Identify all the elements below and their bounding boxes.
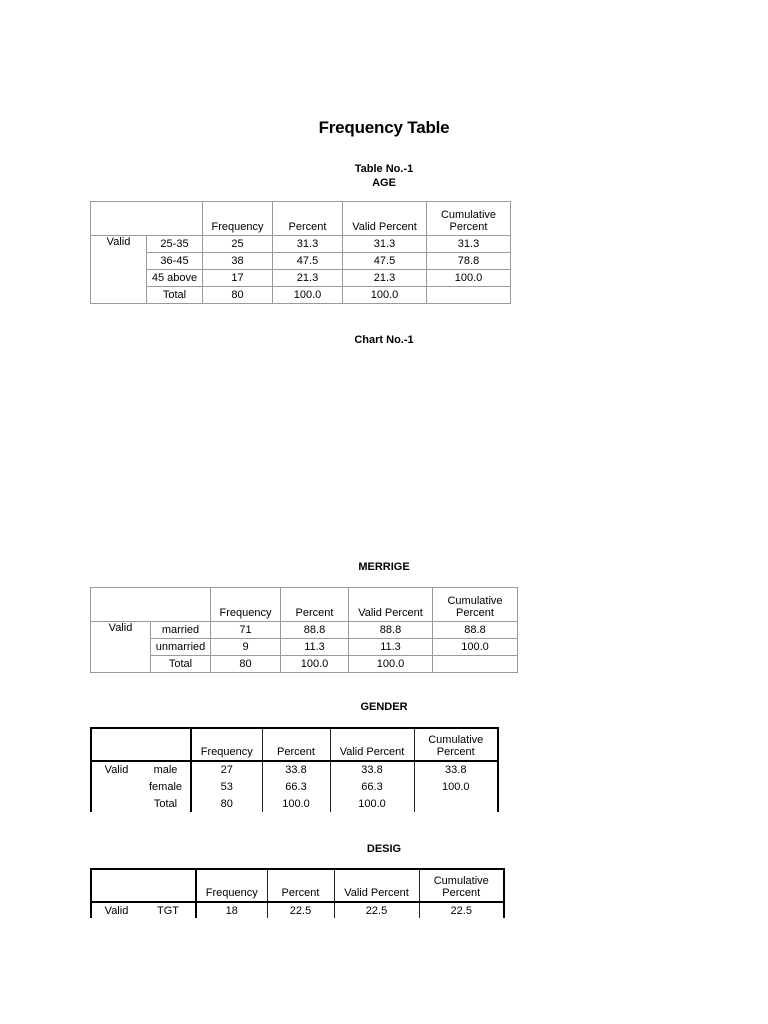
cumulative-cell: [433, 656, 518, 673]
valid-percent-cell: 100.0: [343, 287, 427, 304]
cumulative-cell: 31.3: [427, 236, 511, 253]
valid-spacer: [91, 639, 151, 656]
table-row: [91, 236, 511, 253]
cumulative-cell: 33.8: [414, 761, 498, 778]
valid-percent-cell: 100.0: [330, 795, 414, 812]
header-blank: [91, 728, 141, 761]
valid-percent-cell: 33.8: [330, 761, 414, 778]
header-cumulative-line1: Cumulative: [428, 734, 484, 746]
row-label: male: [141, 761, 191, 778]
frequency-cell: 53: [191, 778, 262, 795]
percent-cell: 22.5: [267, 902, 334, 918]
header-frequency: Frequency: [191, 728, 262, 761]
row-label: Total: [141, 795, 191, 812]
frequency-cell: 80: [211, 656, 281, 673]
table-row: [91, 795, 498, 812]
cumulative-cell: 100.0: [414, 778, 498, 795]
cumulative-cell: 100.0: [433, 639, 518, 656]
table-row: [91, 639, 518, 656]
percent-cell: 100.0: [281, 656, 349, 673]
header-valid-percent: Valid Percent: [330, 728, 414, 761]
desig-frequency-table: [90, 868, 505, 918]
percent-cell: 31.3: [273, 236, 343, 253]
frequency-cell: 9: [211, 639, 281, 656]
valid-spacer: [91, 795, 141, 812]
header-cumulative-line2: Percent: [449, 221, 488, 233]
header-valid-percent: Valid Percent: [349, 588, 433, 622]
valid-spacer: [91, 656, 151, 673]
frequency-cell: 25: [203, 236, 273, 253]
gender-table-title: GENDER: [360, 701, 408, 713]
merrige-frequency-table: [90, 587, 518, 673]
valid-percent-cell: 88.8: [349, 622, 433, 639]
valid-label: Valid: [91, 622, 151, 639]
table-row: [91, 287, 511, 304]
row-label: 25-35: [147, 236, 203, 253]
merrige-table-title: MERRIGE: [358, 561, 410, 573]
valid-percent-cell: 22.5: [334, 902, 419, 918]
header-blank: [151, 588, 211, 622]
percent-cell: 47.5: [273, 253, 343, 270]
table-header-row: [91, 869, 504, 902]
cumulative-cell: 22.5: [419, 902, 504, 918]
header-frequency: Frequency: [211, 588, 281, 622]
row-label: 36-45: [147, 253, 203, 270]
percent-cell: 88.8: [281, 622, 349, 639]
header-blank: [141, 869, 196, 902]
row-label: 45 above: [147, 270, 203, 287]
percent-cell: 100.0: [262, 795, 330, 812]
frequency-cell: 38: [203, 253, 273, 270]
percent-cell: 66.3: [262, 778, 330, 795]
table-row: [91, 761, 498, 778]
table-header-row: [91, 202, 511, 236]
header-blank: [91, 588, 151, 622]
cumulative-cell: 78.8: [427, 253, 511, 270]
frequency-cell: 80: [191, 795, 262, 812]
valid-label: Valid: [91, 902, 141, 918]
table-row: [91, 253, 511, 270]
header-cumulative-percent: [433, 588, 518, 622]
frequency-cell: 18: [196, 902, 267, 918]
valid-spacer: [91, 778, 141, 795]
age-frequency-table: [90, 201, 511, 304]
header-valid-percent: Valid Percent: [343, 202, 427, 236]
valid-label: Valid: [91, 761, 141, 778]
header-blank: [147, 202, 203, 236]
table-number-label: Table No.-1: [354, 163, 414, 175]
cumulative-cell: [427, 287, 511, 304]
header-frequency: Frequency: [203, 202, 273, 236]
table-row: [91, 656, 518, 673]
header-blank: [91, 202, 147, 236]
percent-cell: 11.3: [281, 639, 349, 656]
valid-label: Valid: [91, 236, 147, 253]
header-valid-percent: Valid Percent: [334, 869, 419, 902]
row-label: married: [151, 622, 211, 639]
page-title: Frequency Table: [318, 118, 450, 137]
valid-spacer: [91, 253, 147, 270]
table-row: [91, 778, 498, 795]
header-frequency: Frequency: [196, 869, 267, 902]
valid-percent-cell: 100.0: [349, 656, 433, 673]
percent-cell: 33.8: [262, 761, 330, 778]
table-header-row: [91, 588, 518, 622]
table-row: [91, 270, 511, 287]
row-label: unmarried: [151, 639, 211, 656]
valid-spacer: [91, 270, 147, 287]
row-label: Total: [147, 287, 203, 304]
cumulative-cell: 88.8: [433, 622, 518, 639]
valid-percent-cell: 66.3: [330, 778, 414, 795]
chart-number-label: Chart No.-1: [354, 334, 414, 346]
header-percent: Percent: [262, 728, 330, 761]
age-table-title: AGE: [372, 177, 396, 189]
cumulative-cell: [414, 795, 498, 812]
table-row: [91, 622, 518, 639]
header-cumulative-line2: Percent: [436, 746, 475, 758]
cumulative-cell: 100.0: [427, 270, 511, 287]
percent-cell: 21.3: [273, 270, 343, 287]
valid-percent-cell: 47.5: [343, 253, 427, 270]
header-blank: [91, 869, 141, 902]
frequency-cell: 27: [191, 761, 262, 778]
row-label: TGT: [141, 902, 196, 918]
valid-percent-cell: 31.3: [343, 236, 427, 253]
valid-percent-cell: 11.3: [349, 639, 433, 656]
header-percent: Percent: [273, 202, 343, 236]
frequency-cell: 17: [203, 270, 273, 287]
header-cumulative-line1: Cumulative: [433, 875, 489, 887]
valid-spacer: [91, 287, 147, 304]
header-cumulative-line2: Percent: [456, 607, 494, 619]
row-label: Total: [151, 656, 211, 673]
header-cumulative-percent: [414, 728, 498, 761]
frequency-cell: 80: [203, 287, 273, 304]
table-header-row: [91, 728, 498, 761]
table-row: [91, 902, 504, 918]
desig-table-title: DESIG: [366, 843, 402, 855]
percent-cell: 100.0: [273, 287, 343, 304]
header-percent: Percent: [267, 869, 334, 902]
header-cumulative-line2: Percent: [442, 887, 481, 899]
frequency-cell: 71: [211, 622, 281, 639]
header-cumulative-percent: [427, 202, 511, 236]
header-percent: Percent: [281, 588, 349, 622]
gender-frequency-table: [90, 727, 499, 812]
row-label: female: [141, 778, 191, 795]
valid-percent-cell: 21.3: [343, 270, 427, 287]
header-blank: [141, 728, 191, 761]
header-cumulative-line1: Cumulative: [440, 209, 497, 221]
header-cumulative-percent: [419, 869, 504, 902]
header-cumulative-line1: Cumulative: [447, 595, 503, 607]
